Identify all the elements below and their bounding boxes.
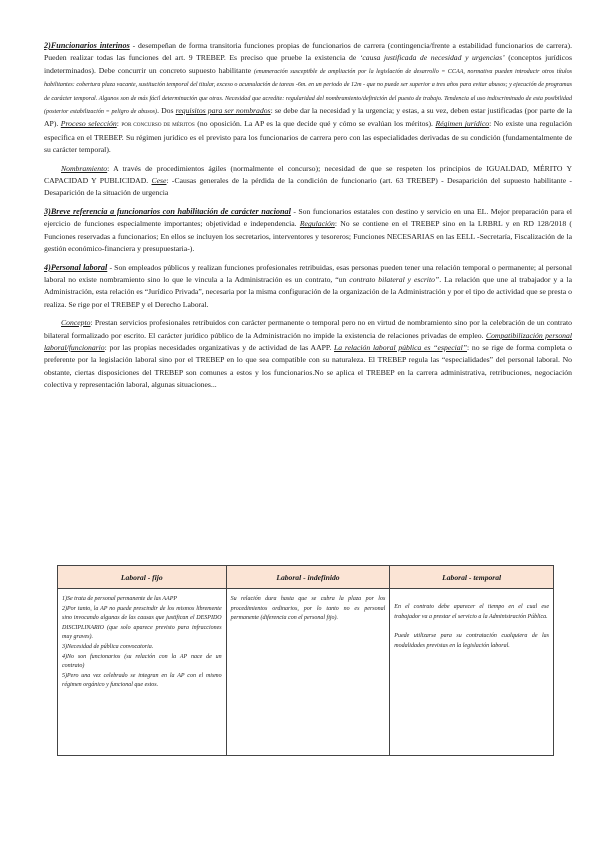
subsection-nombramiento: Nombramiento: A través de procedimientos ágiles (normalmente el concurso); necesidad de que se respeten los principios de IGUALDAD, MÉRITO Y CAPACIDAD Y PUBLICIDAD. Cese: -Causas generales de la pérdida de la condición de funcionario (art. 63 TREBEP) - Desaparición del supuesto habilitante - Desaparición de la situación de urgencia [44, 163, 572, 198]
cell-laboral-temporal [390, 589, 554, 756]
list-item: 4)No son funcionarios (su relación con la AP nace de un contrato) [62, 653, 222, 670]
cell-laboral-fijo [58, 589, 227, 756]
list-item: 2)Por tanto, la AP no puede prescindir de los mismos libremente sino invocando algunas de las causas que justifican el DESPIDO DISCIPLINARIO (que solo aparece previsto para infracciones muy graves). [62, 605, 222, 641]
list-item: 1)Se trata de personal permanente de las AAPP [62, 596, 178, 602]
header-laboral-temporal: Laboral - temporal [390, 566, 554, 589]
laboral-comparison-table [57, 565, 554, 756]
list-item: 5)Pero una vez celebrado se integran en la AP con el mismo régimen orgánico y funcional que estos. [62, 672, 222, 689]
list-item: En el contrato debe aparecer el tiempo en el cual ese trabajador va a prestar el servicio a la Administración Pública. [394, 604, 549, 620]
table-row [58, 589, 554, 756]
list-item: 3)Necesidad de pública convocatoria. [62, 643, 154, 650]
list-item: Su relación dura hasta que se cubra la plaza por los procedimientos ordinarios, por lo tanto no es personal permanente (diferencia con el personal fijo). [230, 596, 386, 622]
cell-laboral-indefinido [226, 589, 390, 756]
heading-habilitacion: 3)Breve referencia a funcionarios con habilitación de carácter nacional [44, 206, 291, 216]
header-laboral-fijo: Laboral - fijo [58, 566, 227, 589]
subsection-concepto: Concepto: Prestan servicios profesionales retribuidos con carácter permanente o temporal pero no en virtud de nombramiento sino por la celebración de un contrato bilateral formalizado por escrito. El carácter jurídico público de la Administración no impide la existencia de relaciones privadas de empleo. Compatibilización personal laboral/funcionario: por las propias necesidades organizativas y de actividad de las AAPP. La relación laboral pública es “especial”: no se rige de forma completa o preferente por la legislación laboral sino por el TREBEP en lo que sea compatible con su naturaleza. El TREBEP regula las “especialidades” del personal laboral. No obstante, ciertas disposiciones del TREBEP son comunes a estos y los funcionarios.No se aplica el TREBEP en la carrera administrativa, retribuciones, negociación colectiva y representación laboral, algunas situaciones... [44, 318, 573, 390]
section-personal-laboral: 4)Personal laboral - Son empleados públicos y realizan funciones profesionales retribuidas, esas personas pueden tener una relación temporal o permanente; al personal laboral no existe nombramiento sino lo que le vincula a la Administración es un contrato, “un contrato bilateral y escrito”. La relación que une al trabajador y a la Administración, esta relación es “Jurídico Privada”, necesaria por la misma configuración de la organización de la Administración y por el tipo de actividad que se presta o realiza. Se rige por el TREBEP y el Derecho Laboral. [44, 262, 573, 309]
list-item: Puede utilizarse para su contratación cualquiera de las modalidades previstas en la legislación laboral. [394, 633, 549, 649]
table-header-row [58, 566, 554, 589]
heading-interinos: 2)Funcionarios interinos [44, 41, 130, 50]
section-interinos: 2)Funcionarios interinos - desempeñan de forma transitoria funciones propias de funcionarios de carrera (contingencia/frente a estabilidad funcionarios de carrera). Pueden realizar todas las funciones del art. 9 TREBEP. Es preciso que pruebe la existencia de ‘causa justificada de necesidad y urgencias’ (conceptos jurídicos indeterminados). Debe concurrir un concreto supuesto habilitante (enumeración susceptible de ampliación por la legislación de desarrollo = CCAA, normativa pueden introducir otros títulos habilitantes: cobertura plaza vacante, sustitución temporal del titular, exceso o acumulación de tareas -6m. en un periodo de 12m - que no puede ser superior a tres años para evitar abusos; y ejecución de programas de carácter temporal. Algunos son de más fácil determinación que otras. Necesidad que acredite: regularidad del nombramiento/definición del puesto de trabajo. Tendencia al uso indiscriminado de esta posibilidad (posterior estabilización = peligro de abusos). Dos requisitos para ser nombrados: se debe dar la necesidad y la urgencia; y estas, a su vez, deben estar justificadas (por parte de la AP). Proceso selección: POR CONCURSO DE MÉRITOS (no oposición. La AP es la que decide qué y cómo se evalúan los méritos). Régimen jurídico: No existe una regulación específica en el TREBEP. Su régimen jurídico es el previsto para los funcionarios de carrera pero con las especialidades derivadas de su condición (fundamentalmente de su carácter temporal). [44, 41, 573, 155]
section-habilitacion-nacional: 3)Breve referencia a funcionarios con habilitación de carácter nacional - Son funcionarios estatales con destino y servicio en una EL. Mejor preparación para el ejercicio de funciones especialmente importantes; objetividad e independencia. Regulación: No se contiene en el TREBEP sino en la LRBRL y en RD 128/2018 ( Funciones reservadas a funcionarios; En ellos se incluyen los secretarios, interventores y tesoreros; Funciones NECESARIAS en las EELL -Secretaría, Fiscalización de la gestión económico-financiera y presupuestaria-). [44, 206, 573, 254]
document-page [44, 40, 572, 398]
header-laboral-indefinido: Laboral - indefinido [226, 566, 390, 589]
heading-personal-laboral: 4)Personal laboral [44, 262, 108, 272]
